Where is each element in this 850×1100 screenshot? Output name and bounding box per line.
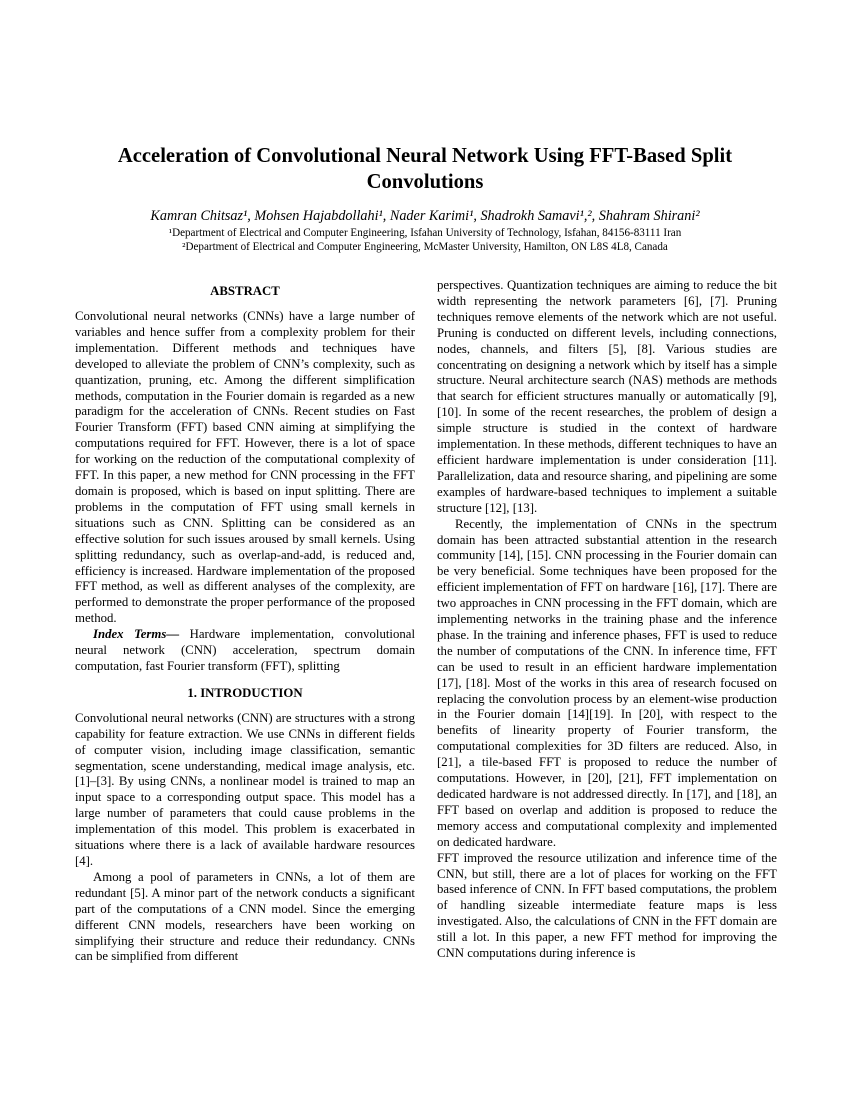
introduction-heading: 1. INTRODUCTION: [187, 685, 303, 700]
author-list: Kamran Chitsaz¹, Mohsen Hajabdollahi¹, Nader Karimi¹, Shadrokh Samavi¹,², Shahram Shirani²: [150, 208, 700, 224]
affiliation-2: ²Department of Electrical and Computer Engineering, McMaster University, Hamilton, ON L8S 4L8, Canada: [182, 241, 668, 253]
intro-paragraph-3: Recently, the implementation of CNNs in the spectrum domain has been attracted substantial attention in the research community [14], [15]. CNN processing in the Fourier domain can be very beneficial. Some techniques have been proposed for the efficient implementation of FFT on hardware [16], [17]. There are two approaches in CNN processing in the FFT domain, which are implementing networks in the training phase and the inference phase. In the training and inference phases, FFT is used to reduce the number of computations of the CNN. In inference time, FFT can be used to result in an efficient hardware implementation [17], [18]. Most of the works in this area of research focused on replacing the convolution process by an element-wise production in the Fourier domain [14][19]. In [20], with respect to the benefits of linearity property of Fourier transform, the computational complexities for 3D filters are reduced. Also, in [21], a tile-based FFT is proposed to reduce the number of computations. However, in [20], [21], FFT implementation on dedicated hardware is not addressed directly. In [17], and [18], an FFT based on overlap and addition is proposed to reduce the memory access and computational complexity and implemented on dedicated hardware.: [437, 516, 777, 849]
index-terms: [75, 627, 415, 675]
left-column: [75, 283, 415, 965]
right-column: [437, 278, 777, 962]
intro-paragraph-2: Among a pool of parameters in CNNs, a lot of them are redundant [5]. A minor part of the network conducts a significant part of the computations of a CNN model. Since the emerging different CNN models, researchers have been working on simplifying their structure and reduce their redundancy. CNNs can be simplified from different: [75, 869, 415, 964]
paper-title: Acceleration of Convolutional Neural Network Using FFT-Based Split Convolutions: [117, 145, 733, 193]
intro-paragraph-4: FFT improved the resource utilization and inference time of the CNN, but still, there are a lot of places for working on the FFT based inference of CNN. In FFT based computations, the problem of handling sizeable intermediate feature maps is less investigated. Also, the calculations of CNN in the FFT domain are still a lot. In this paper, a new FFT method for improving the CNN computations during inference is: [437, 850, 777, 961]
intro-paragraph-2-continued: perspectives. Quantization techniques are aiming to reduce the bit width representing the network parameters [6], [7]. Pruning techniques remove elements of the network which are not useful. Pruning is conducted on different levels, including connections, nodes, channels, and filters [5], [8]. Various studies are concentrating on designing a network which by itself has a simple structure. Neural architecture search (NAS) methods are methods that search for efficient structures manually or automatically [9], [10]. In some of the recent researches, the problem of design a simple structure is studied in the context of hardware implementation. In these methods, different techniques to have an efficient hardware implementation is under consideration [11]. Parallelization, data and resource sharing, and pipelining are some examples of hardware-based techniques to implement a suitable structure [12], [13].: [437, 278, 777, 515]
affiliation-1: ¹Department of Electrical and Computer Engineering, Isfahan University of Technology, Isfahan, 84156-83111 Iran: [168, 227, 682, 239]
index-terms-text: Hardware implementation, convolutional neural network (CNN) acceleration, spectrum domain computation, fast Fourier transform (FFT), splitting: [75, 627, 415, 673]
abstract-text: Convolutional neural networks (CNNs) have a large number of variables and hence suffer from a complexity problem for their implementation. Different methods and techniques have developed to alleviate the problem of CNN’s complexity, such as quantization, pruning, etc. Among the different simplification methods, computation in the Fourier domain is regarded as a new paradigm for the acceleration of CNNs. Recent studies on Fast Fourier Transform (FFT) based CNN aiming at simplifying the computations required for FFT. However, there is a lot of space for working on the reduction of the computational complexity of FFT. In this paper, a new method for CNN processing in the FFT domain is proposed, which is based on input splitting. There are problems in the computation of FFT using small kernels in situations such as CNN. Splitting can be considered as an effective solution for such issues aroused by small kernels. Using splitting redundancy, such as overlap-and-add, is reduced and, efficiency is increased. Hardware implementation of the proposed FFT method, as well as different analyses of the complexity, are performed to demonstrate the proper performance of the proposed method.: [75, 309, 415, 626]
intro-paragraph-1: Convolutional neural networks (CNN) are structures with a strong capability for feature extraction. We use CNNs in different fields of computer vision, including image classification, semantic segmentation, scene understanding, medical image analysis, etc. [1]–[3]. By using CNNs, a nonlinear model is trained to map an input space to a corresponding output space. This model has a large number of parameters that could cause problems in the implementation of this model. This problem is exacerbated in situations where there is a lack of available hardware resources [4].: [75, 710, 415, 868]
abstract-heading: ABSTRACT: [210, 284, 280, 298]
index-terms-label: Index Terms—: [93, 627, 180, 642]
